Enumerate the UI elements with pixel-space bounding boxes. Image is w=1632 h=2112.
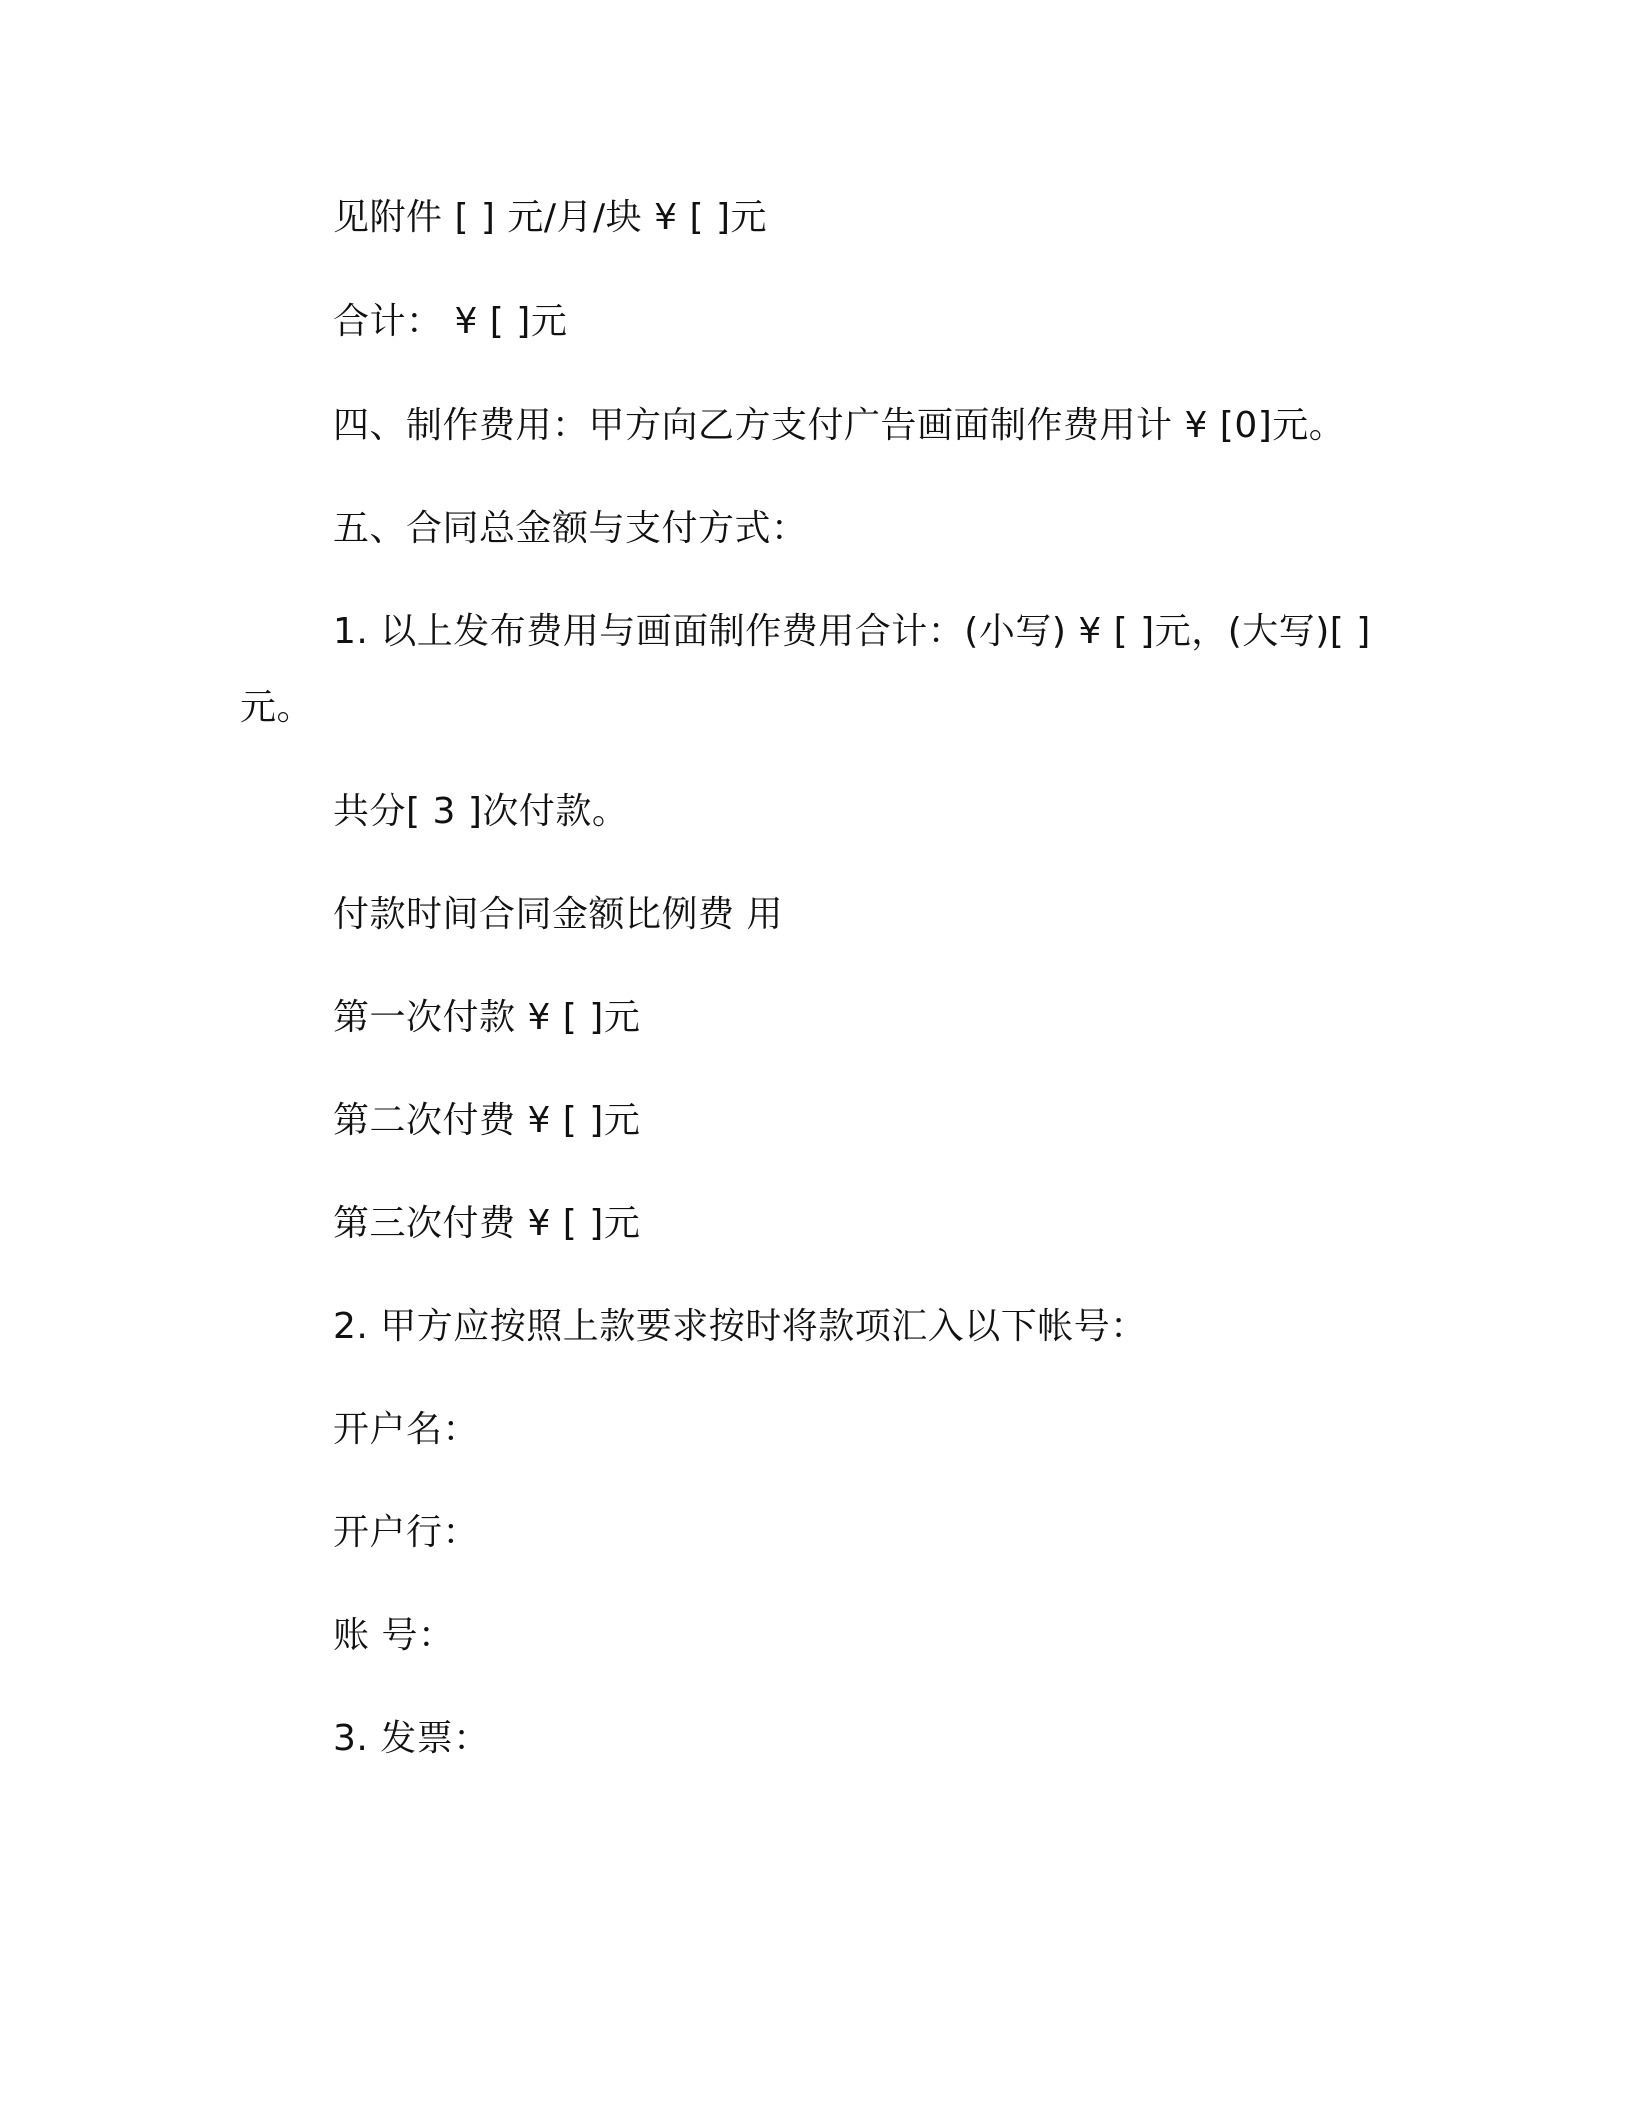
subtotal-line: 合计： ¥ [ ]元	[333, 301, 568, 342]
account-number-label: 账 号：	[333, 1615, 455, 1656]
second-payment-line: 第二次付费 ¥ [ ]元	[333, 1100, 641, 1141]
account-name-label: 开户名：	[333, 1409, 480, 1450]
production-fee-line: 四、制作费用：甲方向乙方支付广告画面制作费用计 ¥ [0]元。	[333, 405, 1346, 446]
total-amount-line-continued: 元。	[240, 687, 314, 728]
first-payment-line: 第一次付款 ¥ [ ]元	[333, 997, 641, 1038]
total-amount-line: 1. 以上发布费用与画面制作费用合计：(小写) ¥ [ ]元，(大写)[ ]	[333, 611, 1371, 652]
installment-count-line: 共分[ 3 ]次付款。	[333, 791, 629, 832]
attachment-price-line: 见附件 [ ] 元/月/块 ¥ [ ]元	[333, 197, 768, 238]
invoice-heading: 3. 发票：	[333, 1718, 490, 1759]
remittance-instruction-line: 2. 甲方应按照上款要求按时将款项汇入以下帐号：	[333, 1306, 1147, 1347]
payment-table-header: 付款时间合同金额比例费 用	[333, 894, 783, 935]
bank-name-label: 开户行：	[333, 1512, 480, 1553]
section-five-heading: 五、合同总金额与支付方式：	[333, 508, 808, 549]
third-payment-line: 第三次付费 ¥ [ ]元	[333, 1203, 641, 1244]
